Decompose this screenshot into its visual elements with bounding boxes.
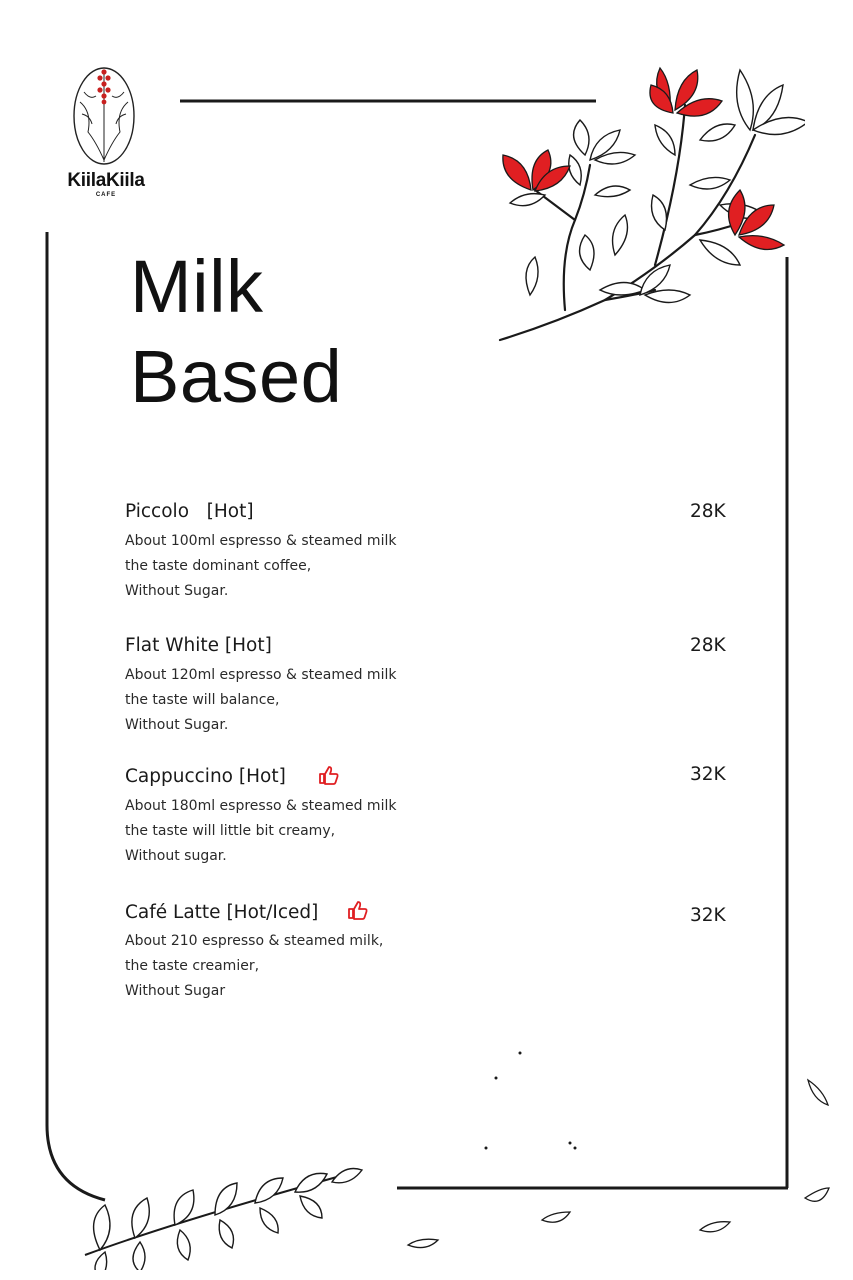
menu-item-price: 28K [690,501,726,522]
description-line: Without sugar. [125,848,227,864]
menu-item-price: 32K [690,905,726,926]
page-title-line-2: Based [130,335,343,418]
falling-petals [390,1040,853,1280]
menu-item-description [125,529,396,604]
menu-item-name: Cappuccino [Hot] [125,766,286,787]
menu-item-name: Café Latte [Hot/Iced] [125,902,319,923]
description-line: About 100ml espresso & steamed milk [125,533,397,549]
menu-item-price: 32K [690,764,726,785]
page-title-line-1: Milk [130,245,264,328]
description-line: Without Sugar. [125,717,229,733]
leaf-vine-illustration [80,1160,370,1270]
description-line: the taste will balance, [125,692,280,708]
menu-item-name: Flat White [Hot] [125,635,272,656]
brand-subtitle: CAFE [95,192,117,198]
description-line: the taste dominant coffee, [125,558,312,574]
description-line: About 210 espresso & steamed milk, [125,933,384,949]
menu-item-description [125,929,383,1004]
menu-item-description [125,794,396,869]
menu-item-price: 28K [690,635,726,656]
menu-item-name: Piccolo [Hot] [125,501,254,522]
menu-item-description [125,663,396,738]
description-line: About 120ml espresso & steamed milk [125,667,397,683]
flower-branch-illustration [495,55,805,350]
description-line: the taste creamier, [125,958,260,974]
description-line: Without Sugar. [125,583,229,599]
description-line: the taste will little bit creamy, [125,823,336,839]
description-line: About 180ml espresso & steamed milk [125,798,397,814]
brand-name: KiilaKiila [67,170,145,191]
thumbs-up-icon [347,900,369,920]
thumbs-up-icon [318,765,340,785]
description-line: Without Sugar [125,983,226,999]
